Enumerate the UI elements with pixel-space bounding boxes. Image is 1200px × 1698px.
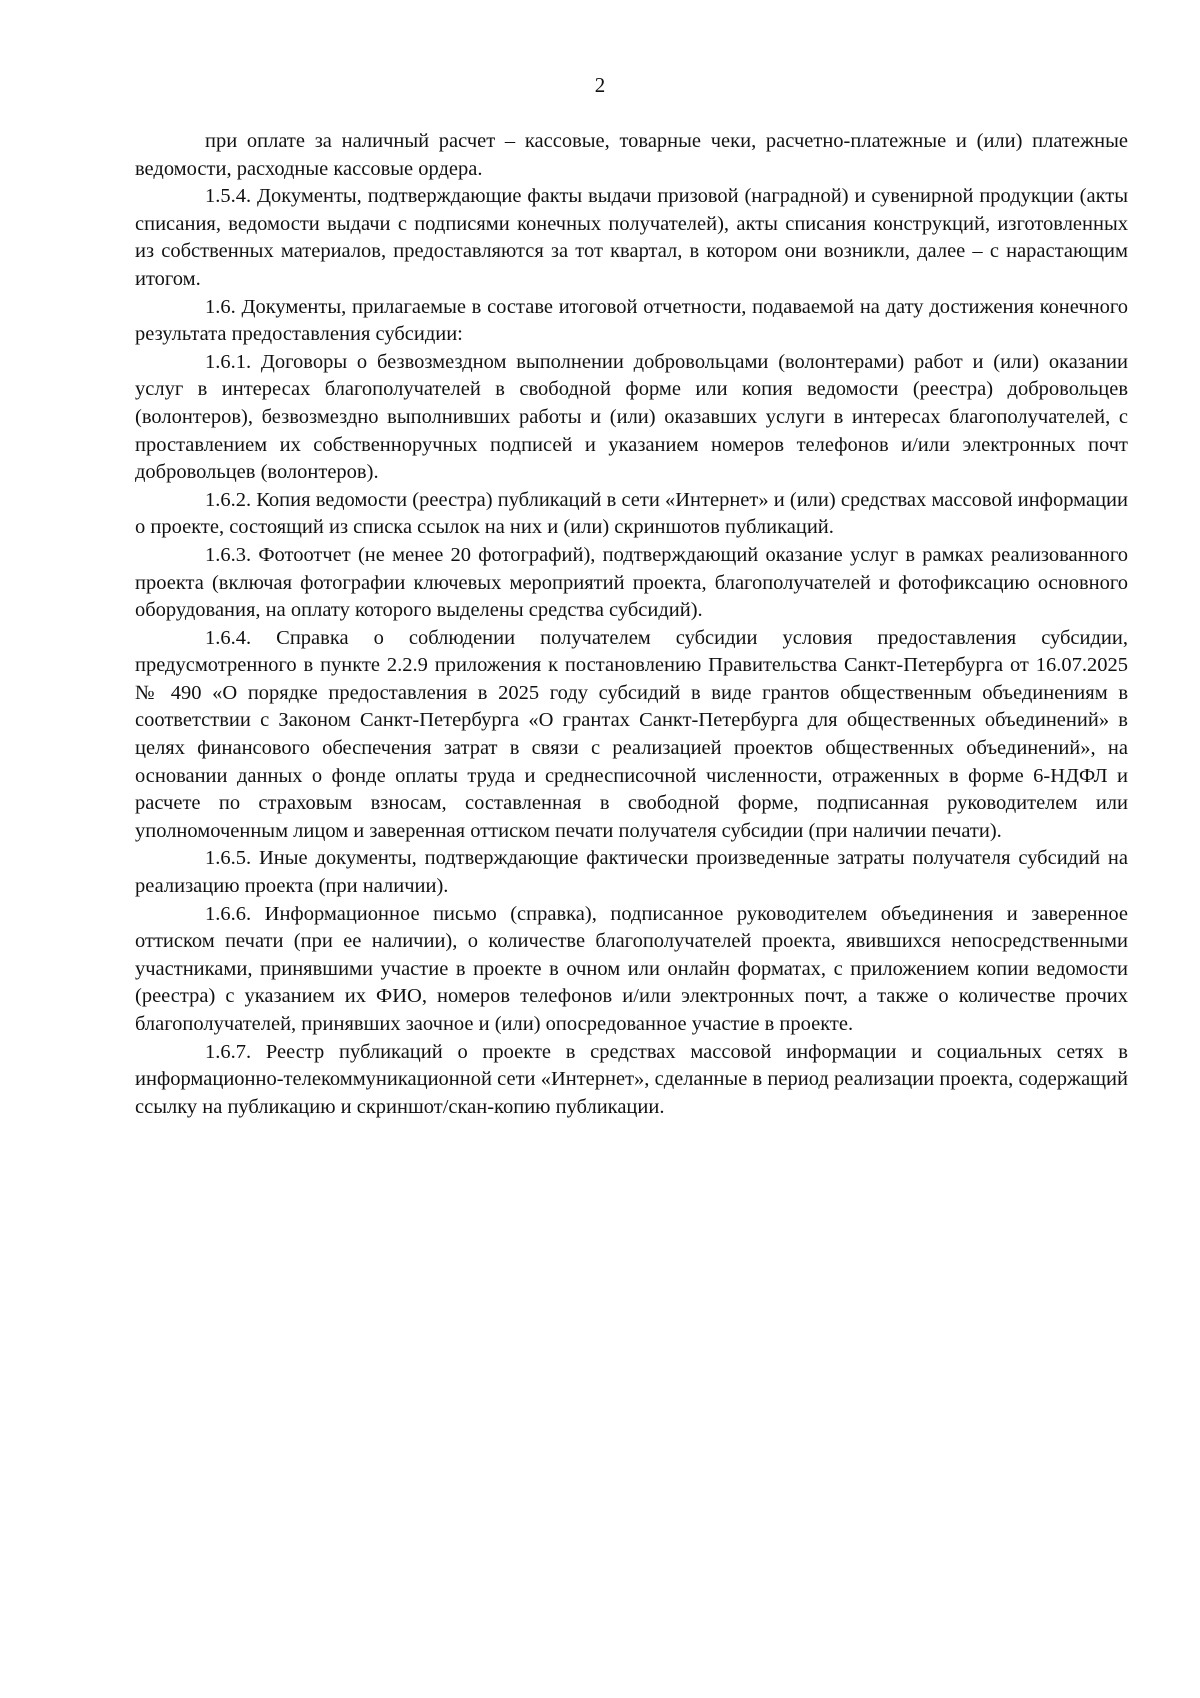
paragraph-1-5-4: 1.5.4. Документы, подтверждающие факты выдачи призовой (наградной) и сувенирной продукции (акты списания, ведомости выдачи с подписями конечных получателей), акты списания конструкций, изготовленных из собственных материалов, предоставляются за тот квартал, в котором они возникли, далее – с нарастающим итогом. <box>135 185 1128 290</box>
paragraph-1-6-4: 1.6.4. Справка о соблюдении получателем субсидии условия предоставления субсидии, предусмотренного в пункте 2.2.9 приложения к постановлению Правительства Санкт-Петербурга от 16.07.2025 № 490 «О порядке предоставления в 2025 году субсидий в виде грантов общественным объединениям в соответствии с Законом Санкт-Петербурга «О грантах Санкт-Петербурга для общественных объединений» в целях финансового обеспечения затрат в связи с реализацией проектов общественных объединений», на основании данных о фонде оплаты труда и среднесписочной численности, отраженных в форме 6-НДФЛ и расчете по страховым взносам, составленная в свободной форме, подписанная руководителем или уполномоченным лицом и заверенная оттиском печати получателя субсидии (при наличии печати). <box>135 626 1128 842</box>
document-body <box>135 128 1128 1121</box>
paragraph-1-6-2: 1.6.2. Копия ведомости (реестра) публикаций в сети «Интернет» и (или) средствах массовой информации о проекте, состоящий из списка ссылок на них и (или) скриншотов публикаций. <box>135 488 1128 539</box>
paragraph-continuation: при оплате за наличный расчет – кассовые, товарные чеки, расчетно-платежные и (или) платежные ведомости, расходные кассовые ордера. <box>135 130 1128 180</box>
paragraph-1-6-1: 1.6.1. Договоры о безвозмездном выполнении добровольцами (волонтерами) работ и (или) оказании услуг в интересах благополучателей в свободной форме или копия ведомости (реестра) добровольцев (волонтеров), безвозмездно выполнивших работы и (или) оказавших услуги в интересах благополучателей, с проставлением их собственноручных подписей и указанием номеров телефонов и/или электронных почт добровольцев (волонтеров). <box>135 350 1128 484</box>
paragraph-1-6: 1.6. Документы, прилагаемые в составе итоговой отчетности, подаваемой на дату достижения конечного результата предоставления субсидии: <box>135 295 1128 346</box>
paragraph-1-6-7: 1.6.7. Реестр публикаций о проекте в средствах массовой информации и социальных сетях в информационно-телекоммуникационной сети «Интернет», сделанные в период реализации проекта, содержащий ссылку на публикацию и скриншот/скан-копию публикации. <box>135 1040 1128 1118</box>
paragraph-1-6-3: 1.6.3. Фотоотчет (не менее 20 фотографий), подтверждающий оказание услуг в рамках реализованного проекта (включая фотографии ключевых мероприятий проекта, благополучателей и фотофиксацию основного оборудования, на оплату которого выделены средства субсидий). <box>135 543 1128 622</box>
page-number: 2 <box>594 73 606 97</box>
paragraph-1-6-5: 1.6.5. Иные документы, подтверждающие фактически произведенные затраты получателя субсидий на реализацию проекта (при наличии). <box>135 847 1128 898</box>
paragraph-1-6-6: 1.6.6. Информационное письмо (справка), подписанное руководителем объединения и заверенное оттиском печати (при ее наличии), о количестве благополучателей проекта, явившихся непосредственными участниками, принявшими участие в проекте в очном или онлайн форматах, с приложением копии ведомости (реестра) с указанием их ФИО, номеров телефонов и/или электронных почт, а также о количестве прочих благополучателей, принявших заочное и (или) опосредованное участие в проекте. <box>135 902 1128 1035</box>
